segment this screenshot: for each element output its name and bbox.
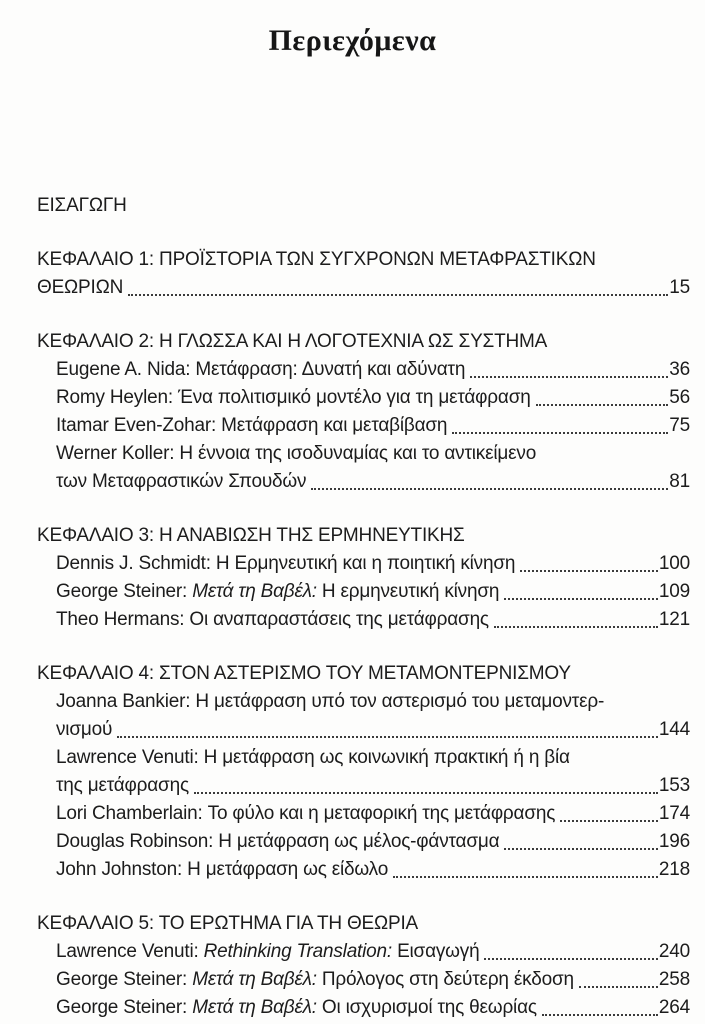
- toc-entry-hermans: [37, 606, 690, 634]
- heading-text: ΚΕΦΑΛΑΙΟ 2: Η ΓΛΩΣΣΑ ΚΑΙ Η ΛΟΓΟΤΕΧΝΙΑ ΩΣ ΣΥΣΤΗΜΑ: [37, 331, 548, 352]
- toc-entry-even-zohar: [37, 412, 690, 440]
- toc-entry-steiner-hermeneutic: [37, 578, 690, 606]
- page-number: 264: [658, 997, 690, 1018]
- entry-text: Joanna Bankier: Η μετάφραση υπό τον αστερισμό του μεταμοντερ-: [56, 691, 605, 712]
- entry-text-pre: George Steiner:: [56, 969, 193, 990]
- entry-text: [56, 578, 499, 606]
- toc-entry-johnston: [37, 856, 690, 884]
- dotted-leader: [452, 432, 668, 434]
- entry-text: των Μεταφραστικών Σπουδών: [56, 471, 307, 492]
- dotted-leader: [393, 876, 658, 878]
- page-number: 174: [658, 803, 690, 824]
- section-chapter-3: [37, 522, 690, 634]
- toc-heading-chapter-5: [37, 910, 690, 938]
- dotted-leader: [560, 820, 658, 822]
- heading-text: ΚΕΦΑΛΑΙΟ 5: ΤΟ ΕΡΩΤΗΜΑ ΓΙΑ ΤΗ ΘΕΩΡΙΑ: [37, 913, 419, 934]
- heading-text: ΘΕΩΡΙΩΝ: [37, 277, 124, 298]
- entry-text-italic-title: Μετά τη Βαβέλ:: [192, 581, 317, 602]
- dotted-leader: [494, 626, 658, 628]
- entry-text: νισμού: [56, 719, 113, 740]
- entry-text: Dennis J. Schmidt: Η Ερμηνευτική και η ποιητική κίνηση: [56, 553, 516, 574]
- page-number: 75: [669, 415, 690, 436]
- dotted-leader: [470, 376, 668, 378]
- toc-heading-chapter-1-line-1: [37, 246, 690, 274]
- dotted-leader: [542, 1014, 658, 1016]
- heading-text: ΚΕΦΑΛΑΙΟ 3: Η ΑΝΑΒΙΩΣΗ ΤΗΣ ΕΡΜΗΝΕΥΤΙΚΗΣ: [37, 525, 465, 546]
- toc-entry-bankier-line-1: [37, 688, 690, 716]
- entry-text-post: Πρόλογος στη δεύτερη έκδοση: [316, 969, 574, 990]
- dotted-leader: [504, 598, 658, 600]
- dotted-leader: [128, 294, 668, 296]
- entry-text-italic-title: Rethinking Translation:: [203, 941, 392, 962]
- page-number: 240: [658, 941, 690, 962]
- toc-heading-chapter-2: [37, 328, 690, 356]
- entry-text: Romy Heylen: Ένα πολιτισμικό μοντέλο για τη μετάφραση: [56, 387, 531, 408]
- entry-text: Eugene A. Nida: Μετάφραση: Δυνατή και αδύνατη: [56, 359, 466, 380]
- entry-text: Theo Hermans: Οι αναπαραστάσεις της μετάφρασης: [56, 609, 489, 630]
- heading-text: ΚΕΦΑΛΑΙΟ 1: ΠΡΟΪΣΤΟΡΙΑ ΤΩΝ ΣΥΓΧΡΟΝΩΝ ΜΕΤΑΦΡΑΣΤΙΚΩΝ: [37, 249, 596, 270]
- heading-text: ΚΕΦΑΛΑΙΟ 4: ΣΤΟΝ ΑΣΤΕΡΙΣΜΟ ΤΟΥ ΜΕΤΑΜΟΝΤΕΡΝΙΣΜΟΥ: [37, 663, 571, 684]
- page-number: 36: [669, 359, 690, 380]
- entry-text: Douglas Robinson: Η μετάφραση ως μέλος-φάντασμα: [56, 831, 500, 852]
- entry-text-italic-title: Μετά τη Βαβέλ:: [192, 969, 317, 990]
- dotted-leader: [484, 958, 657, 960]
- toc-heading-introduction: [37, 192, 690, 220]
- entry-text: [56, 966, 574, 994]
- toc-entry-venuti-practice-line-2: [37, 772, 690, 800]
- page-number: 218: [658, 859, 690, 880]
- page-number: 15: [669, 277, 690, 298]
- page-number: 153: [658, 775, 690, 796]
- entry-text: [56, 938, 479, 966]
- toc-entry-heylen: [37, 384, 690, 412]
- entry-text: Lori Chamberlain: Το φύλο και η μεταφορική της μετάφρασης: [56, 803, 556, 824]
- dotted-leader: [579, 986, 658, 988]
- entry-text-pre: Lawrence Venuti:: [56, 941, 204, 962]
- page-number: 81: [669, 471, 690, 492]
- toc-entry-steiner-prologue: [37, 966, 690, 994]
- dotted-leader: [536, 404, 669, 406]
- page-number: 100: [658, 553, 690, 574]
- table-of-contents: [37, 192, 690, 1022]
- entry-text-pre: George Steiner:: [56, 997, 193, 1018]
- toc-entry-nida: [37, 356, 690, 384]
- toc-entry-venuti-rethinking: [37, 938, 690, 966]
- toc-entry-steiner-claims: [37, 994, 690, 1022]
- section-chapter-2: [37, 328, 690, 496]
- page-number: 121: [658, 609, 690, 630]
- dotted-leader: [520, 570, 658, 572]
- toc-entry-venuti-practice-line-1: [37, 744, 690, 772]
- entry-text: Itamar Even-Zohar: Μετάφραση και μεταβίβαση: [56, 415, 448, 436]
- toc-entry-koller-line-1: [37, 440, 690, 468]
- entry-text-post: Οι ισχυρισμοί της θεωρίας: [316, 997, 537, 1018]
- dotted-leader: [504, 848, 658, 850]
- entry-text: John Johnston: Η μετάφραση ως είδωλο: [56, 859, 389, 880]
- toc-entry-bankier-line-2: [37, 716, 690, 744]
- entry-text-post: Εισαγωγή: [391, 941, 480, 962]
- heading-text: ΕΙΣΑΓΩΓΗ: [37, 195, 127, 216]
- page-number: 258: [658, 969, 690, 990]
- dotted-leader: [311, 488, 668, 490]
- page-title: Περιεχόμενα: [268, 24, 437, 57]
- section-chapter-4: [37, 660, 690, 884]
- dotted-leader: [117, 736, 658, 738]
- entry-text-pre: George Steiner:: [56, 581, 193, 602]
- page-number: 56: [669, 387, 690, 408]
- entry-text-post: Η ερμηνευτική κίνηση: [316, 581, 500, 602]
- toc-entry-robinson: [37, 828, 690, 856]
- page-number: 109: [658, 581, 690, 602]
- toc-heading-chapter-1-line-2: [37, 274, 690, 302]
- entry-text-italic-title: Μετά τη Βαβέλ:: [192, 997, 317, 1018]
- entry-text: της μετάφρασης: [56, 775, 189, 796]
- toc-entry-schmidt: [37, 550, 690, 578]
- entry-text: Lawrence Venuti: Η μετάφραση ως κοινωνική πρακτική ή η βία: [56, 747, 570, 768]
- section-chapter-1: [37, 246, 690, 302]
- section-chapter-5: [37, 910, 690, 1022]
- toc-heading-chapter-4: [37, 660, 690, 688]
- entry-text: [56, 994, 537, 1022]
- section-introduction: [37, 192, 690, 220]
- dotted-leader: [194, 792, 658, 794]
- toc-entry-koller-line-2: [37, 468, 690, 496]
- entry-text: Werner Koller: Η έννοια της ισοδυναμίας και το αντικείμενο: [56, 443, 537, 464]
- page-number: 144: [658, 719, 690, 740]
- toc-entry-chamberlain: [37, 800, 690, 828]
- page-number: 196: [658, 831, 690, 852]
- toc-heading-chapter-3: [37, 522, 690, 550]
